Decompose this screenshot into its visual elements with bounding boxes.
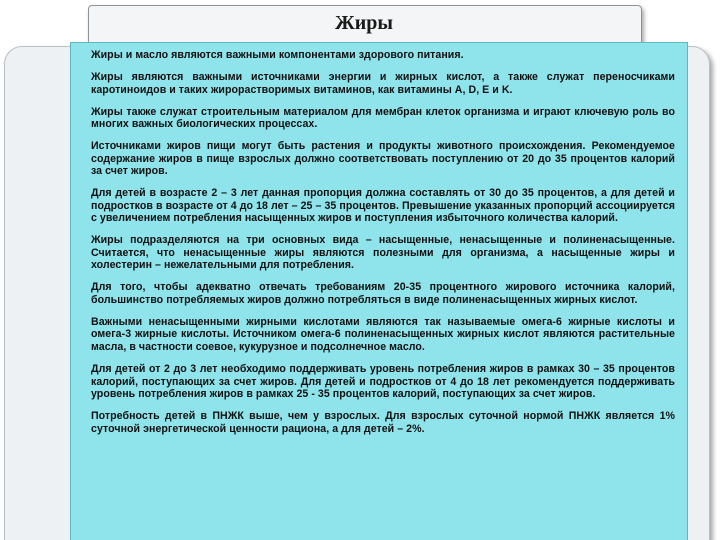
content-panel — [70, 42, 688, 540]
paragraph: Жиры являются важными источниками энергии и жирных кислот, а также служат переносчиками каротиноидов и таких жирорастворимых витаминов, как витамины A, D, E и K. — [91, 71, 675, 96]
paragraph: Жиры подразделяются на три основных вида – насыщенные, ненасыщенные и полиненасыщенные. Считается, что ненасыщенные жиры являются полезными для организма, а насыщенные жиры и холестерин – нежелательными для потребления. — [91, 234, 675, 272]
paragraph: Для детей от 2 до 3 лет необходимо поддерживать уровень потребления жиров в рамках 30 – 35 процентов калорий, поступающих за счет жиров. Для детей и подростков от 4 до 18 лет рекомендуется поддерживать уровень потребления жиров в рамках 25 - 35 процентов калорий, поступающих за счет жиров. — [91, 363, 675, 400]
paragraph: Для детей в возрасте 2 – 3 лет данная пропорция должна составлять от 30 до 35 процентов, а для детей и подростков в возрасте от 4 до 18 лет – 25 – 35 процентов. Превышение указанных пропорций ассоциируется с увеличением потребления насыщенных жиров и поступления избыточного количества калорий. — [91, 187, 675, 225]
paragraph: Жиры и масло являются важными компонентами здорового питания. — [91, 49, 464, 61]
paragraph: Потребность детей в ПНЖК выше, чем у взрослых. Для взрослых суточной нормой ПНЖК является 1% суточной энергетической ценности рациона, а для детей – 2%. — [91, 410, 675, 435]
paragraph: Для того, чтобы адекватно отвечать требованиям 20-35 процентного жирового источника калорий, большинство потребляемых жиров должно потребляться в виде полиненасыщенных жирных кислот. — [91, 281, 675, 306]
paragraph: Источниками жиров пищи могут быть растения и продукты животного происхождения. Рекомендуемое содержание жиров в пище взрослых должно соответствовать поступлению от 20 до 35 процентов калорий за счет жиров. — [91, 140, 675, 178]
paragraph: Важными ненасыщенными жирными кислотами являются так называемые омега-6 жирные кислоты и омега-3 жирные кислоты. Источником омега-6 полиненасыщенных жирных кислот являются растительные масла, в частности соевое, кукурузное и подсолнечное масло. — [91, 316, 675, 353]
slide-title: Жиры — [334, 12, 394, 34]
paragraph: Жиры также служат строительным материалом для мембран клеток организма и играют ключевую роль во многих важных биологических процессах. — [91, 105, 675, 131]
